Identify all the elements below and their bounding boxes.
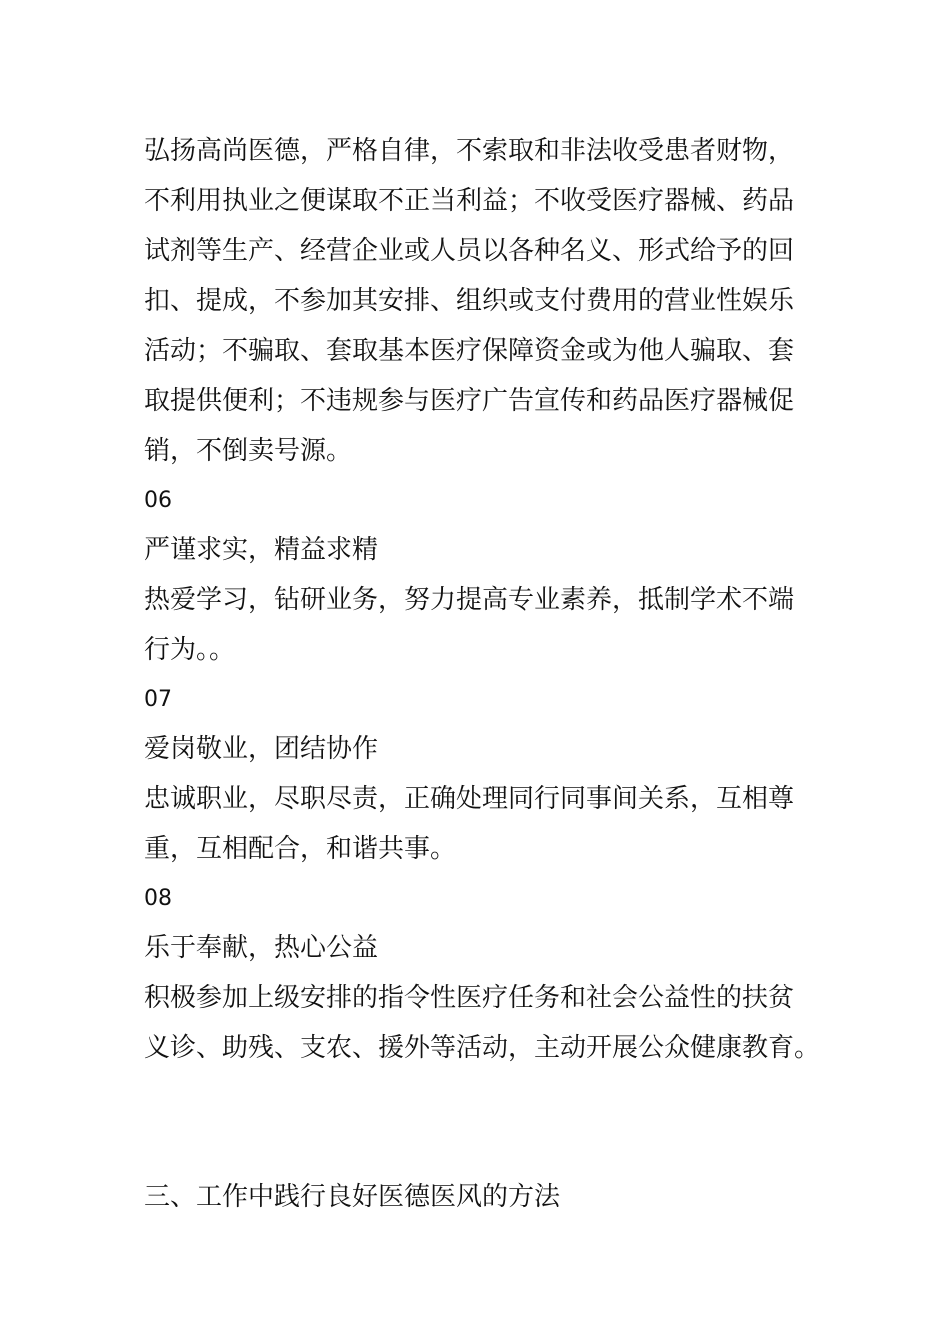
item-heading: 乐于奉献，热心公益 (144, 933, 379, 963)
paragraph-line: 销，不倒卖号源。 (144, 436, 353, 466)
item-number: 07 (144, 687, 172, 712)
paragraph-line: 试剂等生产、经营企业或人员以各种名义、形式给予的回 (144, 236, 795, 266)
item-number: 06 (144, 488, 172, 513)
paragraph-line: 重，互相配合，和谐共事。 (144, 834, 457, 864)
item-heading: 爱岗敬业，团结协作 (144, 734, 379, 764)
paragraph-line: 不利用执业之便谋取不正当利益；不收受医疗器械、药品 (144, 186, 795, 216)
paragraph-line: 积极参加上级安排的指令性医疗任务和社会公益性的扶贫 (144, 983, 795, 1013)
paragraph-line: 行为。。 (144, 635, 236, 665)
paragraph-line: 活动；不骗取、套取基本医疗保障资金或为他人骗取、套 (144, 336, 795, 366)
paragraph-line: 弘扬高尚医德，严格自律，不索取和非法收受患者财物， (144, 136, 795, 166)
section-heading: 三、工作中践行良好医德医风的方法 (144, 1182, 561, 1212)
paragraph-line: 扣、提成，不参加其安排、组织或支付费用的营业性娱乐 (144, 286, 795, 316)
item-number: 08 (144, 886, 172, 911)
paragraph-line: 忠诚职业，尽职尽责，正确处理同行同事间关系，互相尊 (144, 784, 795, 814)
item-heading: 严谨求实，精益求精 (144, 535, 379, 565)
paragraph-line: 义诊、助残、支农、援外等活动，主动开展公众健康教育。 (144, 1033, 821, 1063)
paragraph-line: 取提供便利；不违规参与医疗广告宣传和药品医疗器械促 (144, 386, 795, 416)
paragraph-line: 热爱学习，钻研业务，努力提高专业素养，抵制学术不端 (144, 585, 795, 615)
